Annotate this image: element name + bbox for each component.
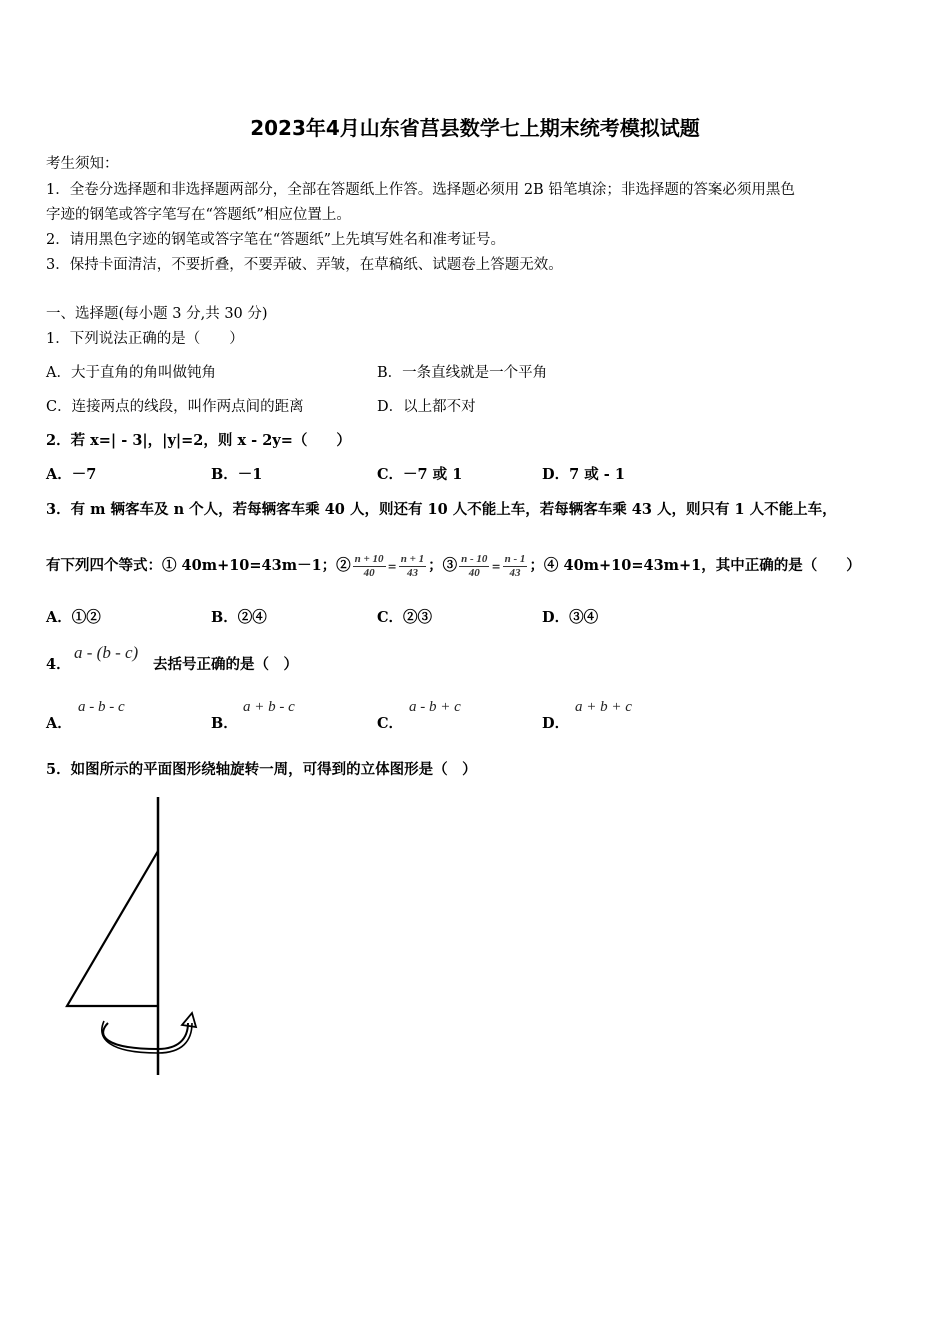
equals-sign: = [387, 560, 397, 573]
page-title: 2023年4月山东省莒县数学七上期末统考模拟试题 [250, 116, 700, 140]
notice-item-2: 2．请用黑色字迹的钢笔或答字笔在“答题纸”上先填写姓名和准考证号。 [46, 232, 506, 248]
fraction-denominator: 40 [468, 566, 480, 579]
q1-option-c: C．连接两点的线段，叫作两点间的距离 [46, 399, 304, 415]
q4-option-b-label: B． [211, 715, 238, 732]
q4-option-b-expr: a + b - c [243, 699, 295, 715]
q5-rotation-figure [60, 795, 210, 1080]
q2-option-a: A．－7 [46, 466, 97, 483]
q4-option-a-expr: a - b - c [78, 699, 125, 715]
q3-fraction-4 [503, 553, 528, 580]
fraction-denominator: 40 [363, 566, 375, 579]
q3-option-d: D．③④ [542, 609, 599, 626]
fraction-denominator: 43 [509, 566, 521, 579]
equals-sign: = [491, 560, 501, 573]
q3-fraction-2 [399, 553, 426, 580]
q1-stem: 1．下列说法正确的是（ ） [46, 331, 244, 347]
q2-stem: 2．若 x=| - 3|，|y|=2，则 x - 2y=（ ） [46, 432, 351, 449]
section-heading: 一、选择题(每小题 3 分,共 30 分) [46, 306, 268, 322]
q3-separator: ；③ [428, 557, 458, 574]
notice-item-3: 3．保持卡面清洁，不要折叠，不要弄破、弄皱，在草稿纸、试题卷上答题无效。 [46, 257, 563, 273]
q3-fraction-1 [353, 553, 386, 580]
notice-item-1a: 1．全卷分选择题和非选择题两部分，全部在答题纸上作答。选择题必须用 2B 铅笔填涂；非选择题的答案必须用黑色 [46, 182, 795, 198]
q1-option-b: B．一条直线就是一个平角 [377, 365, 548, 381]
rotation-arrow-icon [102, 1013, 196, 1053]
fraction-numerator: n - 1 [504, 552, 526, 565]
q4-option-c-label: C． [377, 715, 404, 732]
q4-option-d-expr: a + b + c [575, 699, 632, 715]
q3-option-a: A．①② [46, 609, 101, 626]
q2-option-b: B．－1 [211, 466, 263, 483]
q5-stem: 5．如图所示的平面图形绕轴旋转一周，可得到的立体图形是（ ） [46, 761, 477, 778]
q3-line-end: ；④ 40m+10=43m+1，其中正确的是（ ） [529, 557, 861, 574]
q4-option-c-expr: a - b + c [409, 699, 461, 715]
q1-option-d: D．以上都不对 [377, 399, 476, 415]
triangle-shape [67, 851, 158, 1006]
fraction-denominator: 43 [406, 566, 418, 579]
q3-fraction-3 [459, 553, 489, 580]
fraction-numerator: n + 1 [400, 552, 425, 565]
q3-line-start: 有下列四个等式：① 40m+10=43m－1；② [46, 557, 351, 574]
q4-option-a-label: A． [46, 715, 72, 732]
fraction-numerator: n + 10 [354, 552, 384, 565]
q3-stem: 3．有 m 辆客车及 n 个人，若每辆客车乘 40 人，则还有 10 人不能上车，若每辆客车乘 43 人，则只有 1 人不能上车， [46, 501, 837, 518]
q4-stem: 去括号正确的是（ ） [153, 656, 298, 673]
q3-option-b: B．②④ [211, 609, 267, 626]
q1-option-a: A．大于直角的角叫做钝角 [46, 365, 216, 381]
notice-heading: 考生须知： [46, 156, 119, 172]
fraction-numerator: n - 10 [461, 552, 488, 565]
q4-expression: a - (b - c) [74, 643, 139, 662]
q3-option-c: C．②③ [377, 609, 433, 626]
q4-number: 4． [46, 656, 71, 673]
notice-item-1b: 字迹的钢笔或答字笔写在“答题纸”相应位置上。 [46, 207, 351, 223]
q2-option-d: D．7 或 - 1 [542, 466, 625, 483]
q3-equations [46, 546, 861, 587]
q2-option-c: C．－7 或 1 [377, 466, 463, 483]
q4-option-d-label: D． [542, 715, 570, 732]
